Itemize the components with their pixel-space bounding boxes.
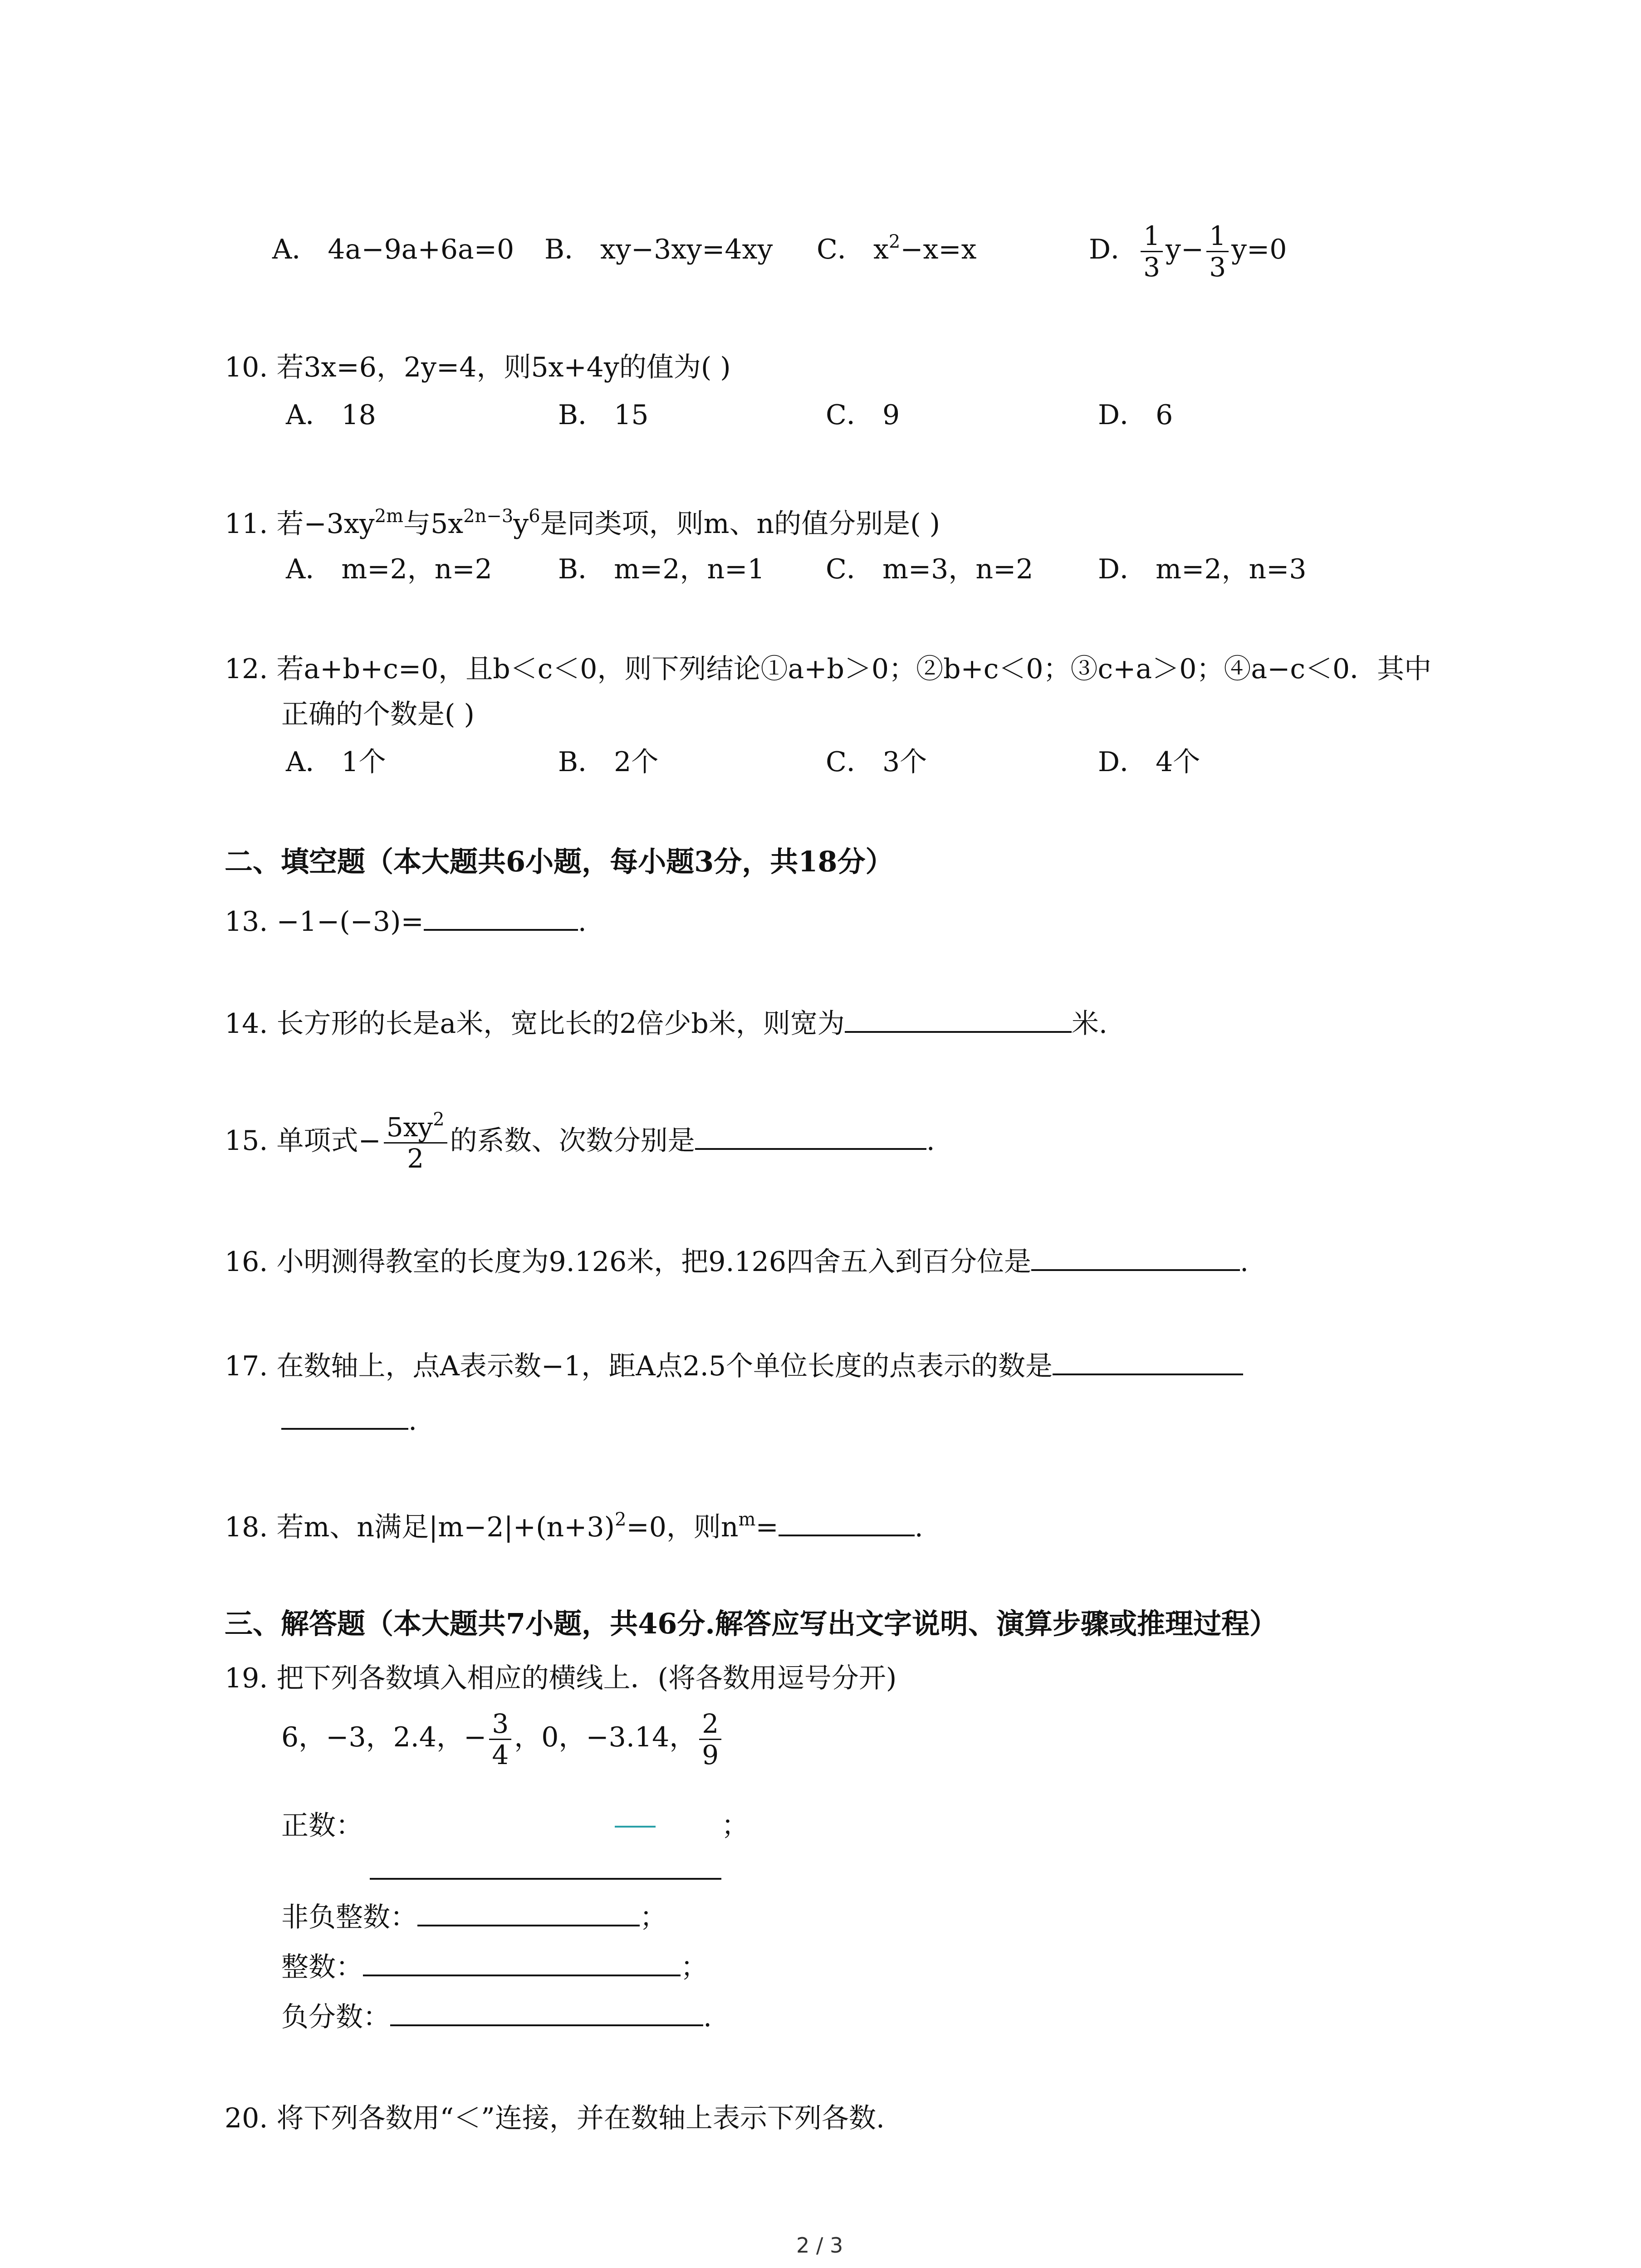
q10-option-c: C． 9 [826,399,900,431]
q13: 13. −1−(−3)= . [225,903,587,940]
q12-option-b: B． 2个 [558,746,659,778]
q12-stem-line2: 正确的个数是( ) [281,699,475,730]
fraction: $\frac{1}{3}$ [1206,221,1229,282]
q12-option-d: D． 4个 [1098,746,1200,778]
q11-option-b: B． m=2，n=1 [558,553,765,585]
fraction: $\frac{5xy^2}{2}$ [384,1112,447,1173]
q16: 16. 小明测得教室的长度为9.126米，把9.126四舍五入到百分位是 . [225,1243,1249,1280]
q17-continuation: . [281,1402,417,1439]
q19-positive-blank[interactable] [370,1878,721,1880]
q19-nonneg: 非负整数： ； [281,1898,667,1936]
q11-stem: 11. 若$-3xy^{2m}$与$5x^{2n-3}y^6$是同类项，则m、n的值分别是( ) [225,506,941,540]
q12-option-a: A． 1个 [286,746,386,778]
q15: 15. 单项式− $\frac{5xy^2}{2}$ 的系数、次数分别是 . [225,1109,935,1174]
section-3-title: 三、解答题（本大题共7小题，共46分.解答应写出文字说明、演算步骤或推理过程） [225,1607,1278,1640]
q17: 17. 在数轴上，点A表示数−1，距A点2.5个单位长度的点表示的数是 [225,1347,1243,1384]
q9-option-d: D． $\frac{1}{3}$ y− $\frac{1}{3}$ y=0 [1089,220,1287,283]
q19-negfrac: 负分数： . [281,1998,712,2035]
answer-blank[interactable] [390,1998,703,2026]
q18: 18. 若m、n满足$|m-2|+(n+3)^2=0$，则$n^m=$ . [225,1509,923,1543]
fraction: $\frac{3}{4}$ [489,1709,511,1770]
q9-option-a: A． 4a−9a+6a=0 [272,234,514,265]
answer-blank[interactable] [779,1508,915,1536]
q10-option-a: A． 18 [286,399,376,431]
answer-blank[interactable] [417,1898,640,1926]
section-2-title: 二、填空题（本大题共6小题，每小题3分，共18分） [225,845,894,878]
answer-blank[interactable] [363,1948,681,1976]
q11-option-c: C． m=3，n=2 [826,553,1034,585]
q9-option-b: B． xy−3xy=4xy [544,234,773,265]
q19-stem: 19. 把下列各数填入相应的横线上．(将各数用逗号分开) [225,1662,897,1694]
q11-option-d: D． m=2，n=3 [1098,553,1307,585]
q19-numbers: 6，−3，2.4，− $\frac{3}{4}$ ，0，−3.14， $\frac{2}{9}$ [281,1703,724,1771]
q10-stem: 10. 若3x=6，2y=4，则5x+4y的值为( ) [225,352,731,383]
q11-option-a: A． m=2，n=2 [286,553,492,585]
q19-positive-label: 正数： [281,1810,363,1842]
q14: 14. 长方形的长是a米，宽比长的2倍少b米，则宽为 米. [225,1005,1107,1042]
answer-blank[interactable] [424,903,578,931]
q12-option-c: C． 3个 [826,746,927,778]
answer-blank[interactable] [845,1005,1072,1033]
q10-option-d: D． 6 [1098,399,1173,431]
teal-mark [615,1826,656,1828]
answer-blank[interactable] [1031,1243,1240,1271]
q12-stem-line1: 12. 若a+b+c=0，且b＜c＜0，则下列结论①a+b＞0；②b+c＜0；③c+a＞0；④a−c＜0．其中 [225,653,1432,685]
answer-blank[interactable] [1053,1347,1243,1375]
answer-blank[interactable] [695,1122,926,1150]
page-number: 2 / 3 [796,2233,843,2258]
q19-positive-end: ； [721,1810,749,1842]
q10-option-b: B． 15 [558,399,649,431]
q19-integer: 整数： ； [281,1948,708,1985]
fraction: $\frac{1}{3}$ [1141,221,1163,282]
fraction: $\frac{2}{9}$ [699,1709,721,1770]
q9-option-c: C． $x^2-x=x$ [817,231,977,265]
q20-stem: 20. 将下列各数用“＜”连接，并在数轴上表示下列各数. [225,2102,885,2134]
answer-blank[interactable] [281,1402,408,1430]
